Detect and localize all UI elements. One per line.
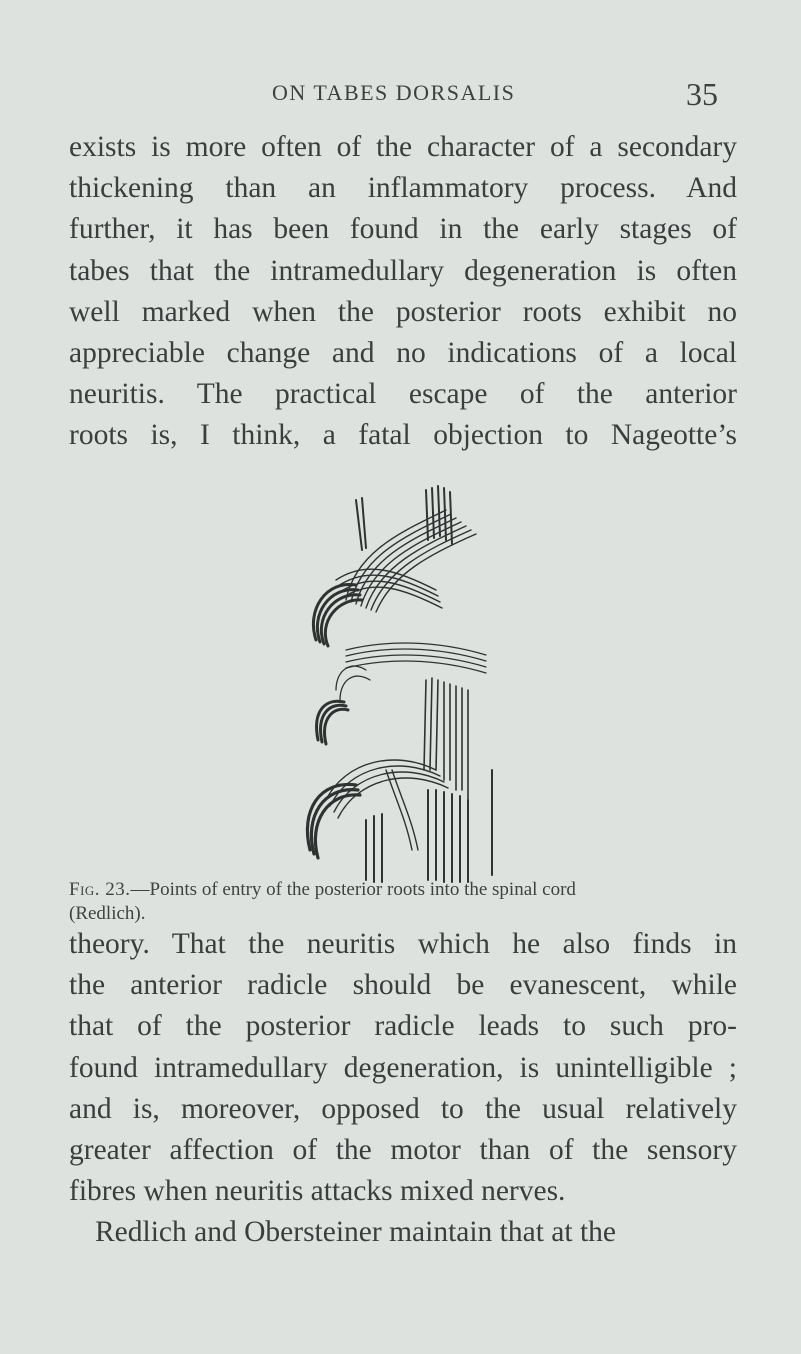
text-line: thickening than an inflammatory process. And xyxy=(69,172,737,205)
text-line: well marked when the posterior roots exhibit no xyxy=(69,295,737,328)
text-line: appreciable change and no indications of a local xyxy=(69,337,737,370)
lower-root-strands xyxy=(366,770,492,882)
lower-left-hook xyxy=(307,784,360,858)
text-line: Redlich and Obersteiner maintain that at the xyxy=(95,1216,616,1249)
text-line: found intramedullary degeneration, is unintelligible ; xyxy=(69,1051,737,1084)
running-head xyxy=(0,76,801,116)
upper-root-strands xyxy=(356,486,452,550)
lower-fibre-bundle xyxy=(326,760,448,850)
text-line: theory. That the neuritis which he also finds in xyxy=(69,928,737,960)
text-line: tabes that the intramedullary degeneration is often xyxy=(69,254,737,287)
running-title: ON TABES DORSALIS xyxy=(272,80,516,105)
middle-left-hook xyxy=(317,701,348,744)
text-line: and is, moreover, opposed to the usual relatively xyxy=(69,1092,737,1125)
text-line: further, it has been found in the early stages of xyxy=(69,213,737,246)
upper-fibre-bundle xyxy=(336,510,476,612)
upper-left-hook xyxy=(313,584,362,646)
middle-fibre-bundle xyxy=(336,643,486,700)
text-line: neuritis. The practical escape of the anterior xyxy=(69,378,737,411)
text-line: greater affection of the motor than of the sensory xyxy=(69,1134,737,1167)
figure-label: Fig. 23. xyxy=(69,879,131,900)
text-line: the anterior radicle should be evanescent, while xyxy=(69,969,737,1002)
text-line: exists is more often of the character of a secondary xyxy=(69,131,737,163)
figure-caption-line-2: (Redlich). xyxy=(69,903,146,924)
page-number: 35 xyxy=(686,76,718,112)
paragraph-1 xyxy=(69,127,737,457)
text-line: fibres when neuritis attacks mixed nerves. xyxy=(69,1175,566,1208)
spinal-cord-illustration xyxy=(296,470,516,892)
text-line: roots is, I think, a fatal objection to Nageotte’s xyxy=(69,419,737,452)
figure-caption xyxy=(69,878,749,926)
text-line: that of the posterior radicle leads to such pro- xyxy=(69,1010,737,1043)
figure-caption-text: —Points of entry of the posterior roots into the spinal cord xyxy=(130,879,576,900)
paragraph-2 xyxy=(69,924,737,1254)
